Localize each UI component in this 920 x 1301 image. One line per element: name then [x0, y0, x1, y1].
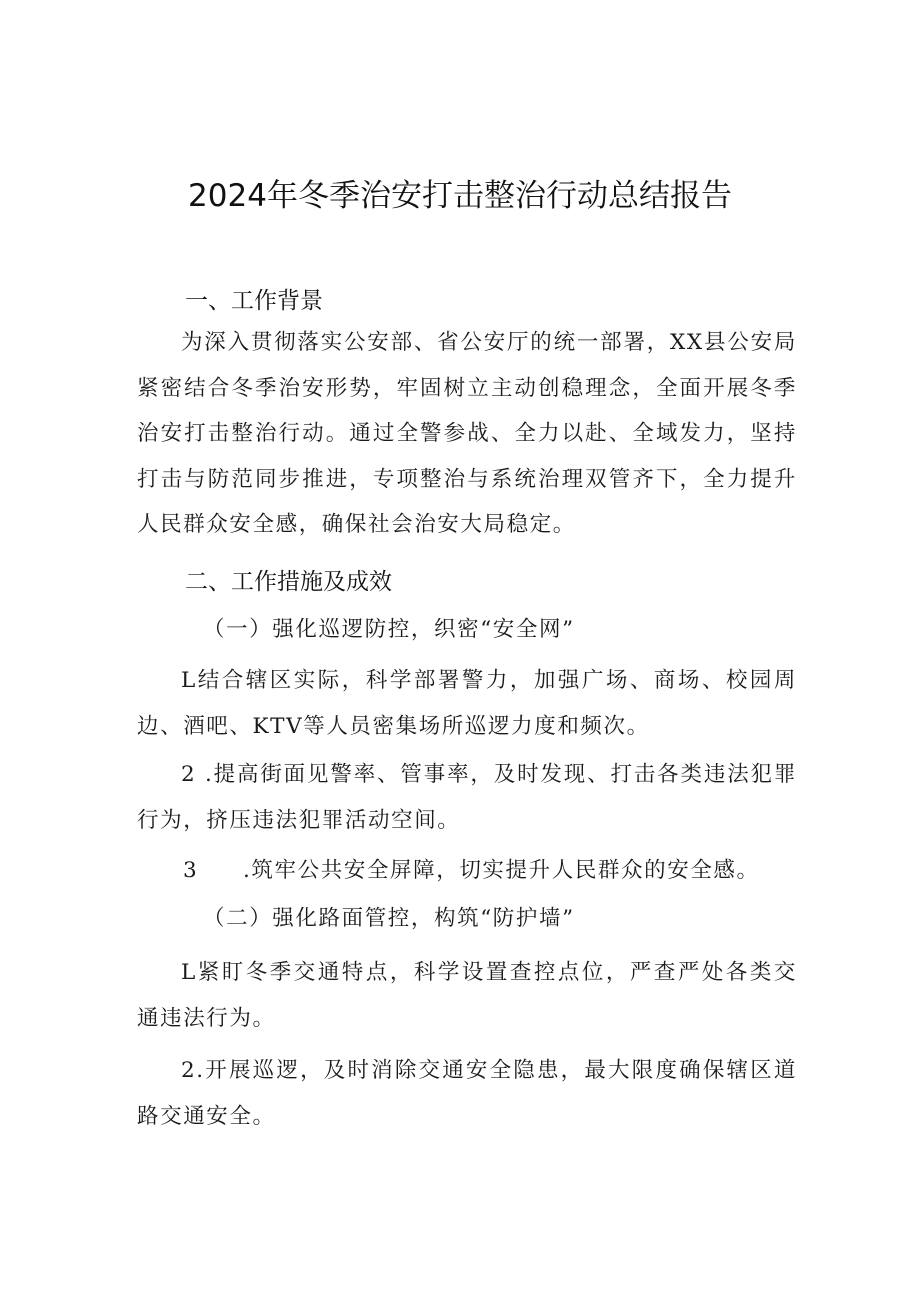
patrol-item-3-text: .筑牢公共安全屏障，切实提升人民群众的安全感。 [243, 858, 760, 883]
background-paragraph: 为深入贯彻落实公安部、省公安厅的统一部署，XX县公安局紧密结合冬季治安形势，牢固树立主动创稳理念，全面开展冬季治安打击整治行动。通过全警参战、全力以赴、全域发力，坚持打击与防范同步推进，专项整治与系统治理双管齐下，全力提升人民群众安全感，确保社会治安大局稳定。 [137, 330, 797, 537]
subsection-heading-traffic: （二）强化路面管控，构筑“防护墙” [203, 906, 575, 931]
section-heading-background: 一、工作背景 [185, 288, 323, 314]
document-title: 2024年冬季治安打击整治行动总结报告 [188, 178, 732, 214]
traffic-item-2: 2.开展巡逻，及时消除交通安全隐患，最大限度确保辖区道路交通安全。 [137, 1058, 797, 1129]
patrol-item-3-number: 3 [183, 858, 199, 883]
subsection-heading-patrol: （一）强化巡逻防控，织密“安全网” [203, 617, 575, 642]
patrol-item-1: L结合辖区实际，科学部署警力，加强广场、商场、校园周边、酒吧、KTV等人员密集场所巡逻力度和频次。 [137, 668, 797, 739]
traffic-item-1: L紧盯冬季交通特点，科学设置查控点位，严查严处各类交通违法行为。 [137, 960, 797, 1031]
patrol-item-2: 2 .提高街面见警率、管事率，及时发现、打击各类违法犯罪行为，挤压违法犯罪活动空间。 [137, 762, 797, 833]
section-heading-measures: 二、工作措施及成效 [185, 569, 392, 595]
